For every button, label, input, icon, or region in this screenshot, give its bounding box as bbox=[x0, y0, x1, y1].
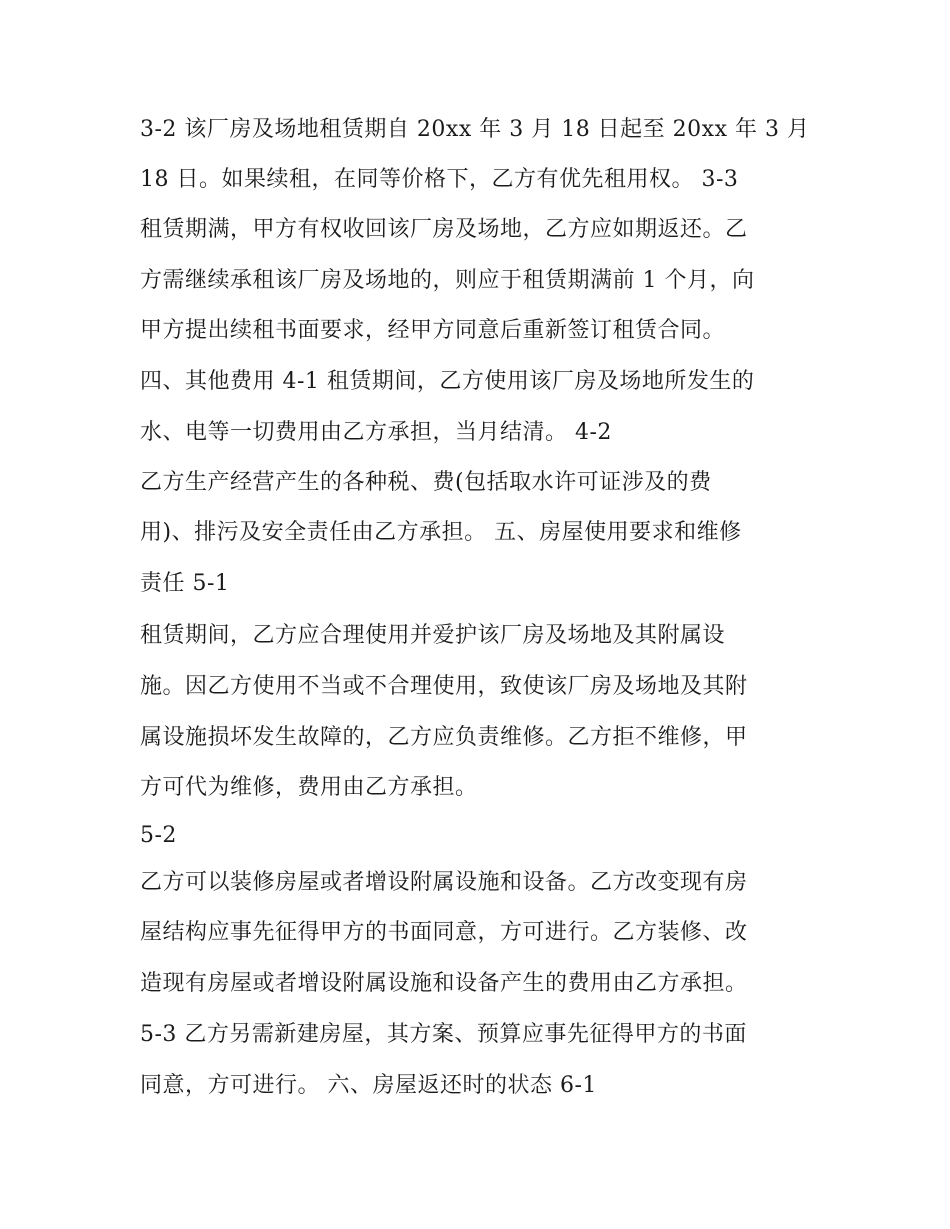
text-line: 5-3 乙方另需新建房屋，其方案、预算应事先征得甲方的书面 bbox=[140, 1022, 747, 1047]
text-line: 乙方可以装修房屋或者增设附属设施和设备。乙方改变现有房 bbox=[140, 870, 748, 895]
text-line: 水、电等一切费用由乙方承担，当月结清。 4-2 bbox=[140, 420, 612, 445]
text-line: 5-2 bbox=[140, 823, 177, 848]
text-line: 屋结构应事先征得甲方的书面同意，方可进行。乙方装修、改 bbox=[140, 920, 748, 945]
text-line: 方需继续承租该厂房及场地的，则应于租赁期满前 1 个月，向 bbox=[140, 268, 755, 293]
text-line: 18 日。如果续租，在同等价格下，乙方有优先租用权。 3-3 bbox=[140, 167, 739, 192]
text-line: 责任 5-1 bbox=[140, 571, 230, 596]
text-line: 租赁期满，甲方有权收回该厂房及场地，乙方应如期返还。乙 bbox=[140, 217, 748, 242]
text-line: 3-2 该厂房及场地租赁期自 20xx 年 3 月 18 日起至 20xx 年 3 月 bbox=[140, 117, 810, 142]
text-line: 乙方生产经营产生的各种税、费(包括取水许可证涉及的费 bbox=[140, 470, 712, 495]
text-line: 甲方提出续租书面要求，经甲方同意后重新签订租赁合同。 bbox=[140, 318, 726, 343]
text-line: 四、其他费用 4-1 租赁期间，乙方使用该厂房及场地所发生的 bbox=[140, 369, 755, 394]
text-line: 同意，方可进行。 六、房屋返还时的状态 6-1 bbox=[140, 1073, 597, 1098]
text-line: 造现有房屋或者增设附属设施和设备产生的费用由乙方承担。 bbox=[140, 971, 748, 996]
text-line: 租赁期间，乙方应合理使用并爱护该厂房及场地及其附属设 bbox=[140, 623, 726, 648]
text-line: 方可代为维修，费用由乙方承担。 bbox=[140, 775, 478, 800]
text-line: 施。因乙方使用不当或不合理使用，致使该厂房及场地及其附 bbox=[140, 674, 748, 699]
text-line: 属设施损坏发生故障的，乙方应负责维修。乙方拒不维修，甲 bbox=[140, 725, 748, 750]
text-line: 用)、排污及安全责任由乙方承担。 五、房屋使用要求和维修 bbox=[140, 520, 742, 545]
